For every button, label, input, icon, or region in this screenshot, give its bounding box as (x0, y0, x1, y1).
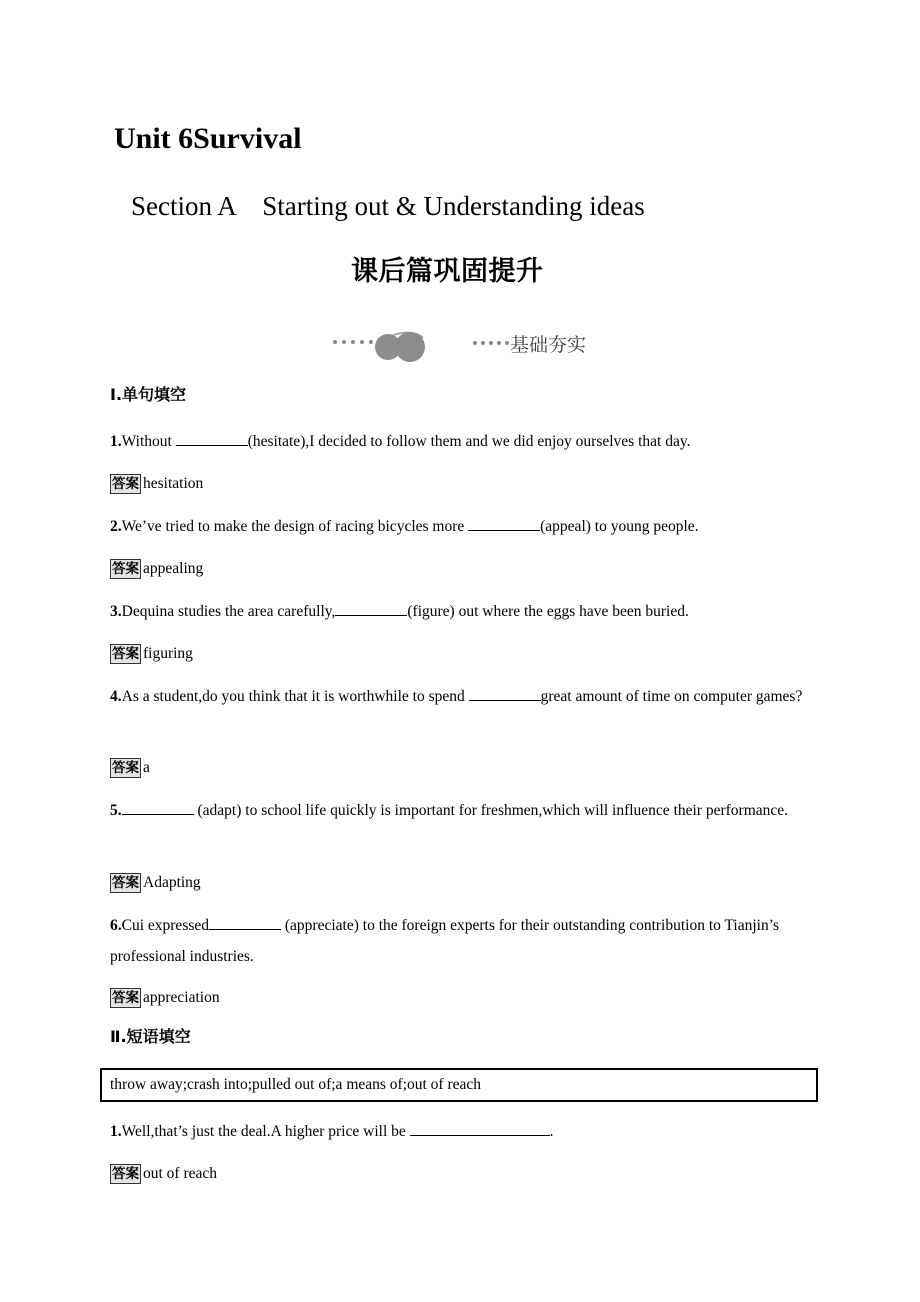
banner-part-one: 课后篇 (351, 256, 434, 287)
label-dots-icon (473, 341, 509, 345)
question-text-after: . (549, 1123, 554, 1140)
answer-1-5 (110, 871, 201, 895)
question-number: 5. (110, 802, 122, 819)
answer-tag: 答案 (112, 476, 139, 492)
answer-value: a (143, 759, 150, 776)
question-text-before: We’ve tried to make the design of racing bicycles more (121, 518, 469, 535)
answer-tag: 答案 (112, 561, 139, 577)
answer-1-6 (110, 986, 220, 1010)
answer-tag: 答案 (112, 646, 139, 662)
question-text-after: great amount of time on computer games? (540, 688, 803, 705)
banner-part-two: 巩固提升 (433, 256, 544, 287)
answer-blank[interactable] (410, 1121, 550, 1136)
answer-2-1 (110, 1162, 217, 1186)
answer-tag: 答案 (112, 990, 139, 1006)
question-text-before: As a student,do you think that it is worthwhile to spend (121, 688, 469, 705)
section-heading-2: Ⅱ.短语填空 (110, 1027, 191, 1046)
question-text-after: (appreciate) to the foreign experts for their outstanding contribution to Tianjin’s professional industries. (110, 917, 780, 965)
question-text-after: (adapt) to school life quickly is important for freshmen,which will influence their performance. (193, 802, 789, 819)
answer-blank[interactable] (122, 800, 194, 815)
question-number: 2. (110, 518, 122, 535)
question-1-4 (110, 681, 822, 712)
question-text-before: Well,that’s just the deal.A higher price will be (121, 1123, 410, 1140)
section-heading-1: Ⅰ.单句填空 (110, 385, 187, 404)
question-1-1 (110, 426, 822, 457)
deco-label (473, 330, 586, 357)
word-bank-box (100, 1068, 818, 1102)
answer-value: out of reach (143, 1165, 218, 1182)
answer-value: Adapting (143, 874, 201, 891)
question-1-5 (110, 795, 822, 826)
section-subtitle: Section A Starting out & Understanding ideas (131, 191, 645, 221)
question-number: 1. (110, 1123, 122, 1140)
double-circle-icon (373, 326, 435, 364)
question-number: 6. (110, 917, 122, 934)
answer-1-2 (110, 557, 203, 581)
answer-1-1 (110, 472, 203, 496)
decorative-divider (333, 322, 633, 368)
answer-tag: 答案 (112, 760, 139, 776)
question-text-after: (figure) out where the eggs have been buried. (407, 603, 689, 620)
answer-blank[interactable] (469, 686, 541, 701)
question-1-6 (110, 910, 822, 972)
answer-tag: 答案 (112, 1166, 139, 1182)
answer-value: figuring (143, 645, 193, 662)
question-text-before: Without (121, 433, 176, 450)
leading-dots-icon (333, 340, 373, 344)
word-bank-text: throw away;crash into;pulled out of;a means of;out of reach (110, 1076, 482, 1093)
answer-tag: 答案 (112, 875, 139, 891)
question-text-before: Dequina studies the area carefully, (121, 603, 336, 620)
answer-value: hesitation (143, 475, 204, 492)
answer-1-3 (110, 642, 193, 666)
question-1-2 (110, 511, 822, 542)
question-number: 4. (110, 688, 122, 705)
question-text-before: Cui expressed (121, 917, 210, 934)
banner-heading (351, 255, 544, 289)
page-title: Unit 6Survival (114, 122, 302, 155)
question-text-after: (appeal) to young people. (540, 518, 699, 535)
question-number: 3. (110, 603, 122, 620)
question-text-after: (hesitate),I decided to follow them and we did enjoy ourselves that day. (247, 433, 691, 450)
answer-blank[interactable] (468, 516, 540, 531)
answer-value: appealing (143, 560, 204, 577)
question-1-3 (110, 596, 822, 627)
question-number: 1. (110, 433, 122, 450)
question-2-1 (110, 1116, 822, 1147)
answer-blank[interactable] (176, 431, 248, 446)
answer-blank[interactable] (335, 601, 407, 616)
answer-blank[interactable] (209, 915, 281, 930)
deco-label-text: 基础夯实 (510, 334, 587, 356)
answer-1-4 (110, 756, 150, 780)
answer-value: appreciation (143, 989, 220, 1006)
